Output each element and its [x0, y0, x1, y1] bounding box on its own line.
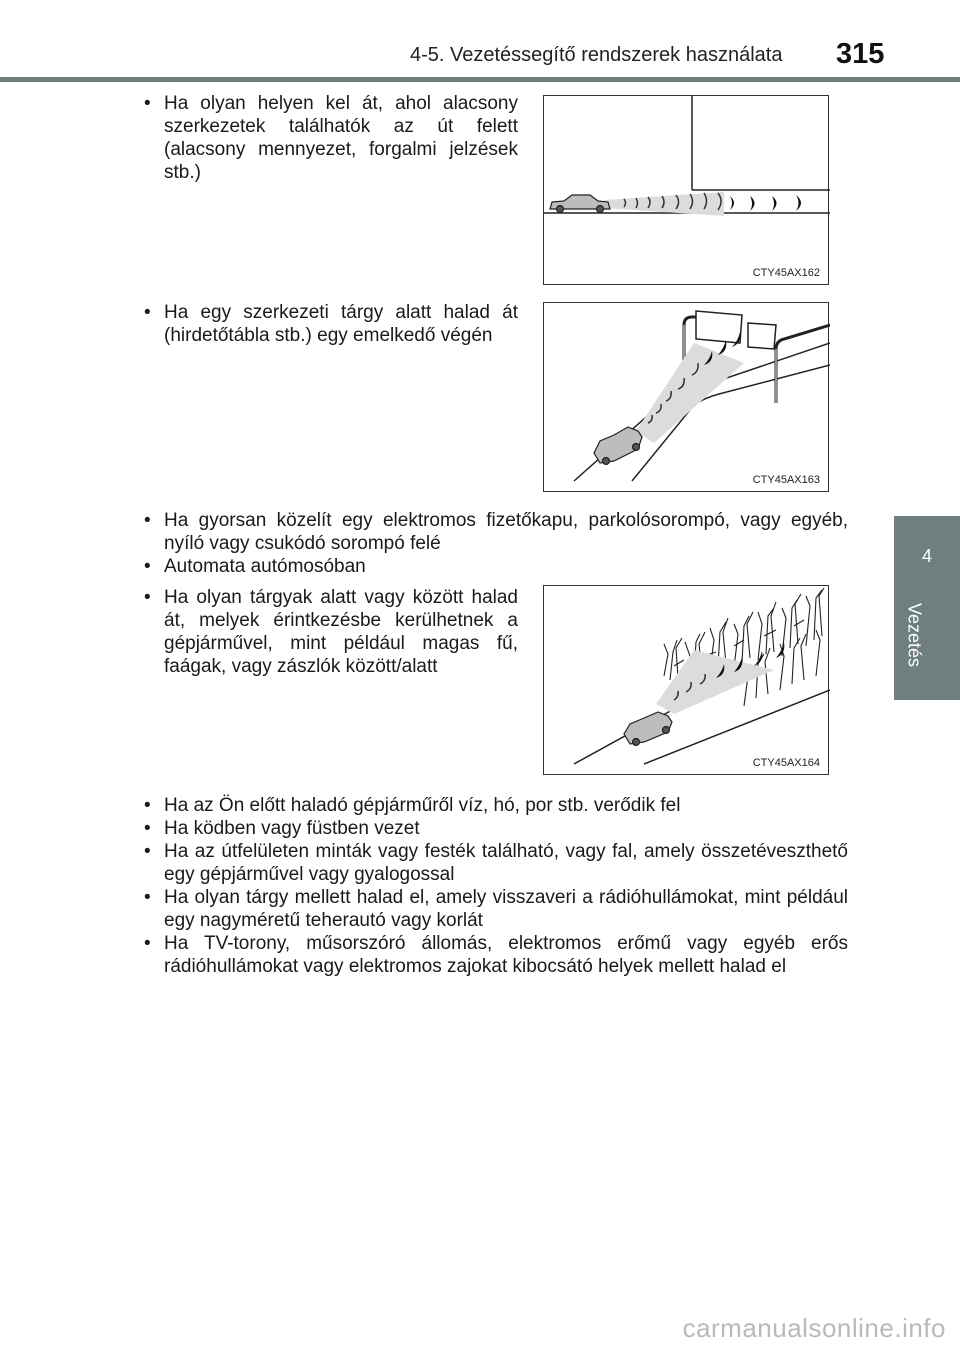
bullet-reflective-objects: • Ha olyan tárgy mellett halad el, amely visszaveri a rádióhullámokat, mint például egy nagyméretű teherautó vagy korlát	[144, 886, 848, 932]
chapter-label: Vezetés	[904, 602, 925, 668]
watermark: carmanualsonline.info	[682, 1313, 946, 1343]
bullet-road-patterns: • Ha az útfelületen minták vagy festék található, vagy fal, amely összetéveszthető egy gépjárművel vagy gyalogossal	[144, 840, 848, 886]
figure-code: CTY45AX163	[752, 474, 820, 486]
figure-low-structure-drawing	[544, 96, 830, 286]
figure-code: CTY45AX164	[752, 757, 820, 769]
bullet-gate: • Ha gyorsan közelít egy elektromos fizetőkapu, parkolósorompó, vagy egyéb, nyíló vagy csukódó sorompó felé	[144, 509, 848, 555]
figure-low-structure	[543, 95, 829, 285]
figure-grass-drawing	[544, 586, 830, 776]
chapter-label-box	[903, 590, 925, 680]
running-header-title: 4-5. Vezetéssegítő rendszerek használata	[410, 44, 783, 66]
figure-grass	[543, 585, 829, 775]
bullet-fog: • Ha ködben vagy füstben vezet	[144, 817, 848, 840]
chapter-number: 4	[921, 546, 932, 566]
figure-overhead-sign	[543, 302, 829, 492]
bullet-car-wash: • Automata autómosóban	[144, 555, 848, 578]
bullet-low-structures: • Ha olyan helyen kel át, ahol alacsony szerkezetek találhatók az út felett (alacsony mennyezet, forgalmi jelzések stb.)	[144, 92, 518, 184]
bullet-grass-branches: • Ha olyan tárgyak alatt vagy között halad át, melyek érintkezésbe kerülhetnek a gépjárművel, mint például magas fű, faágak, vagy zászlók között/alatt	[144, 586, 518, 678]
bullet-spray: • Ha az Ön előtt haladó gépjárműről víz, hó, por stb. verődik fel	[144, 794, 848, 817]
page-number: 315	[836, 38, 885, 70]
header-rule	[0, 77, 960, 82]
bullet-structure-on-slope: • Ha egy szerkezeti tárgy alatt halad át (hirdetőtábla stb.) egy emelkedő végén	[144, 301, 518, 347]
bullet-radio-interference: • Ha TV-torony, műsorszóró állomás, elektromos erőmű vagy egyéb erős rádióhullámokat vagy elektromos zajokat kibocsátó helyek mellett halad el	[144, 932, 848, 978]
figure-code: CTY45AX162	[752, 267, 820, 279]
figure-overhead-sign-drawing	[544, 303, 830, 493]
